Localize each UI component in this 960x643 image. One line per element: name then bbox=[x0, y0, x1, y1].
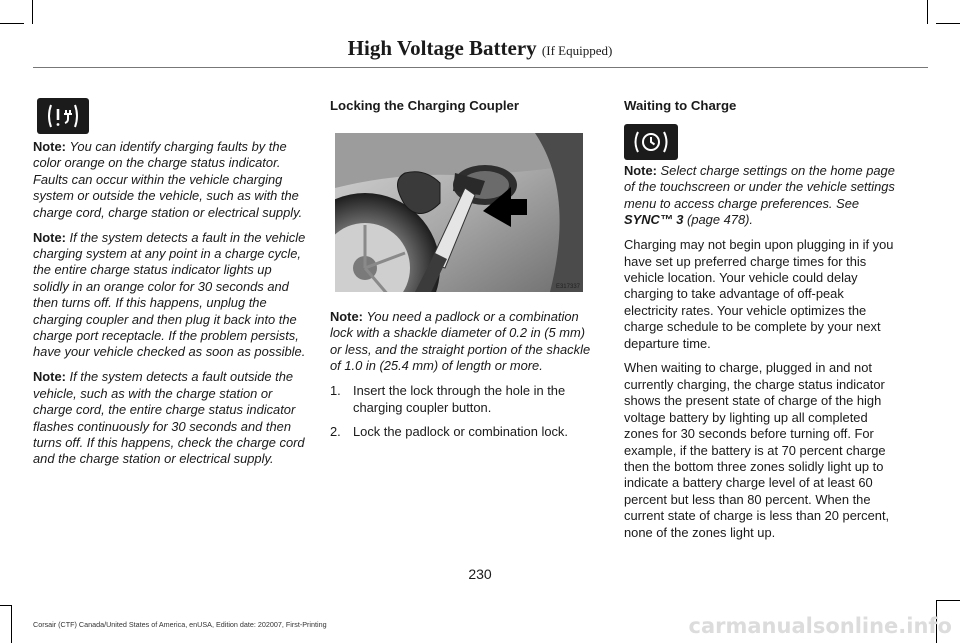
note-label: Note: bbox=[624, 163, 657, 178]
right-column-heading bbox=[624, 98, 896, 114]
left-column bbox=[33, 139, 308, 476]
crop-mark bbox=[936, 23, 960, 24]
note-paragraph bbox=[330, 309, 600, 375]
list-item bbox=[330, 383, 600, 416]
middle-column-heading bbox=[330, 98, 595, 114]
list-item bbox=[330, 424, 600, 440]
note-label: Note: bbox=[33, 369, 66, 385]
note-paragraph bbox=[33, 230, 308, 361]
section-heading: Locking the Charging Coupler bbox=[330, 98, 520, 113]
crop-mark bbox=[936, 600, 960, 601]
page-title-main: High Voltage Battery bbox=[347, 36, 537, 60]
watermark: carmanualsonline.info bbox=[688, 614, 952, 638]
charging-fault-warning-icon bbox=[37, 98, 89, 134]
step-text: Lock the padlock or combination lock. bbox=[353, 424, 568, 440]
note-text: You need a padlock or a combination lock with a shackle diameter of 0.2 in (5 mm) or less, and the straight portion of the shackle of 1.0 in (25.4 mm) of length or more. bbox=[330, 309, 591, 374]
note-text: Select charge settings on the home page of the touchscreen or under the vehicle settings menu to access charge preferences. See bbox=[624, 163, 895, 211]
section-heading: Waiting to Charge bbox=[624, 98, 737, 113]
charging-coupler-lock-photo bbox=[335, 133, 583, 292]
page-number: 230 bbox=[468, 566, 492, 582]
body-paragraph: When waiting to charge, plugged in and not currently charging, the charge status indicator shows the present state of charge of the high voltage battery by lighting up all completed zones for 30 seconds before turning off. For example, if the battery is at 70 percent charge then the bottom three zones solidly light up to indicate a battery charge level of at least 60 percent but less than 80 percent. When the current state of charge is less than 20 percent, none of the zones light up. bbox=[624, 360, 890, 540]
step-number: 2. bbox=[330, 424, 341, 440]
note-text: You can identify charging faults by the color orange on the charge status indicator. Faults can occur within the vehicle charging system or outside the vehicle, such as with the charge cord, charge station or electrical supply. bbox=[33, 139, 303, 220]
note-label: Note: bbox=[33, 139, 66, 154]
note-label: Note: bbox=[330, 309, 363, 324]
note-text: If the system detects a fault outside the vehicle, such as with the charge station or charge cord, the entire charge status indicator flashes continuously for 30 seconds and then turns off. If this happens, check the charge cord and the charge station or electrical supply. bbox=[33, 369, 305, 467]
footer-edition-text: Corsair (CTF) Canada/United States of America, enUSA, Edition date: 202007, First-Printing bbox=[33, 620, 327, 629]
right-column bbox=[624, 163, 896, 549]
middle-column bbox=[330, 309, 600, 449]
step-text: Insert the lock through the hole in the charging coupler button. bbox=[353, 383, 566, 415]
sync-link[interactable]: SYNC™ 3 bbox=[624, 212, 684, 228]
note-text: If the system detects a fault in the vehicle charging system at any point in a charge cycle, the entire charge status indicator lights up solidly in an orange color for 30 seconds and then turns off. If this happens, unplug the charging coupler and then plug it back into the charge port receptacle. If the problem persists, have your vehicle checked as soon as possible. bbox=[33, 229, 306, 360]
page-title-suffix: (If Equipped) bbox=[541, 43, 613, 58]
image-code: E317337 bbox=[555, 284, 580, 290]
note-label: Note: bbox=[33, 229, 66, 245]
page-title bbox=[0, 36, 960, 61]
page-reference: (page 478). bbox=[683, 212, 753, 228]
crop-mark bbox=[32, 0, 33, 24]
note-paragraph bbox=[33, 369, 308, 467]
header-rule bbox=[33, 67, 928, 68]
note-paragraph bbox=[33, 139, 308, 221]
crop-mark bbox=[0, 23, 24, 24]
crop-mark bbox=[11, 605, 12, 643]
step-number: 1. bbox=[330, 383, 341, 399]
note-paragraph bbox=[624, 163, 896, 229]
body-paragraph: Charging may not begin upon plugging in if you have set up preferred charge times for this vehicle location. Your vehicle could delay charging to take advantage of off-peak electricity rates. Your vehicle optimizes the charge schedule to be complete by your next departure time. bbox=[624, 237, 894, 351]
crop-mark bbox=[927, 0, 928, 24]
steps-list bbox=[330, 383, 600, 441]
charge-timer-icon bbox=[624, 124, 678, 160]
